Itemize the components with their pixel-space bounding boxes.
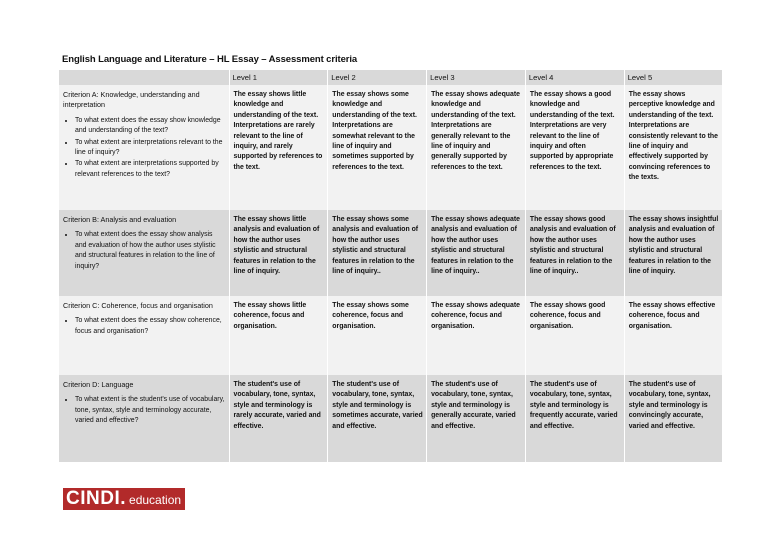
- criterion-a-level-1: The essay shows little knowledge and understanding of the text. Interpretations are rarely relevant to the line of inquiry, and rarely supported by references to the text.: [229, 85, 328, 210]
- criterion-c-questions: [63, 316, 226, 337]
- criterion-a-level-5: The essay shows perceptive knowledge and understanding of the text. Interpretations are consistently relevant to the line of inquiry and effectively supported by convincing references to the texts.: [624, 85, 723, 210]
- criterion-b-row: [59, 210, 723, 296]
- criterion-b-level-3: The essay shows adequate analysis and evaluation of how the author uses stylistic and structural features in relation to the line of inquiry..: [427, 210, 526, 296]
- criterion-question: • To what extent is the student's use of vocabulary, tone, syntax, style and terminology accurate, varied and effective?: [75, 395, 226, 426]
- criterion-a-cell: [59, 85, 229, 210]
- cindi-education-logo: [63, 488, 185, 510]
- header-level-1: Level 1: [229, 70, 328, 85]
- criterion-c-cell: [59, 296, 229, 375]
- criterion-b-cell: [59, 210, 229, 296]
- criterion-c-title: Criterion C: Coherence, focus and organisation: [63, 301, 213, 310]
- criterion-c-level-5: The essay shows effective coherence, focus and organisation.: [624, 296, 723, 375]
- logo-wordmark: CINDI.: [63, 488, 129, 510]
- criterion-question: • To what extent are interpretations supported by relevant references to the text?: [75, 159, 226, 180]
- criterion-d-level-5: The student's use of vocabulary, tone, syntax, style and terminology is convincingly accurate, varied and effective.: [624, 375, 723, 462]
- criterion-b-level-5: The essay shows insightful analysis and evaluation of how the author uses stylistic and structural features in relation to the line of inquiry.: [624, 210, 723, 296]
- criterion-d-level-1: The student's use of vocabulary, tone, syntax, style and terminology is rarely accurate, varied and effective.: [229, 375, 328, 462]
- assessment-criteria-table: [59, 70, 723, 462]
- header-row: [59, 70, 723, 85]
- criterion-a-level-4: The essay shows a good knowledge and understanding of the text. Interpretations are very relevant to the line of inquiry and often supported by appropriate references to the text.: [525, 85, 624, 210]
- criterion-a-level-2: The essay shows some knowledge and understanding of the text. Interpretations are somewhat relevant to the line of inquiry and sometimes supported by references to the text.: [328, 85, 427, 210]
- criterion-c-row: [59, 296, 723, 375]
- criterion-c-level-3: The essay shows adequate coherence, focus and organisation.: [427, 296, 526, 375]
- criterion-question: • To what extent does the essay show coherence, focus and organisation?: [75, 316, 226, 337]
- criterion-question: • To what extent does the essay show knowledge and understanding of the text?: [75, 116, 226, 137]
- criterion-b-level-2: The essay shows some analysis and evaluation of how the author uses stylistic and structural features in relation to the line of inquiry..: [328, 210, 427, 296]
- header-level-2: Level 2: [328, 70, 427, 85]
- logo-subtext: education: [129, 488, 185, 510]
- header-level-3: Level 3: [427, 70, 526, 85]
- criterion-b-level-1: The essay shows little analysis and evaluation of how the author uses stylistic and structural features in relation to the line of inquiry.: [229, 210, 328, 296]
- criterion-d-level-3: The student's use of vocabulary, tone, syntax, style and terminology is generally accurate, varied and effective.: [427, 375, 526, 462]
- criterion-a-title: Criterion A: Knowledge, understanding and interpretation: [63, 90, 200, 110]
- criterion-d-level-4: The student's use of vocabulary, tone, syntax, style and terminology is frequently accurate, varied and effective.: [525, 375, 624, 462]
- criterion-d-cell: [59, 375, 229, 462]
- criterion-question: • To what extent does the essay show analysis and evaluation of how the author uses stylistic and structural features in relation to the line of inquiry?: [75, 230, 226, 272]
- criterion-d-row: [59, 375, 723, 462]
- header-level-5: Level 5: [624, 70, 723, 85]
- criterion-question: • To what extent are interpretations relevant to the line of inquiry?: [75, 138, 226, 159]
- criterion-c-level-1: The essay shows little coherence, focus and organisation.: [229, 296, 328, 375]
- criterion-a-level-3: The essay shows adequate knowledge and understanding of the text. Interpretations are generally relevant to the line of inquiry and generally supported by references to the text.: [427, 85, 526, 210]
- header-empty-cell: [59, 70, 229, 85]
- criterion-b-level-4: The essay shows good analysis and evaluation of how the author uses stylistic and structural features in relation to the line of inquiry..: [525, 210, 624, 296]
- criterion-b-questions: [63, 230, 226, 272]
- criterion-c-level-2: The essay shows some coherence, focus and organisation.: [328, 296, 427, 375]
- header-level-4: Level 4: [525, 70, 624, 85]
- criterion-d-questions: [63, 395, 226, 426]
- page-title: English Language and Literature – HL Essay – Assessment criteria: [62, 54, 358, 65]
- criterion-a-row: [59, 85, 723, 210]
- criterion-a-questions: [63, 116, 226, 180]
- criterion-b-title: Criterion B: Analysis and evaluation: [63, 215, 177, 224]
- criterion-c-level-4: The essay shows good coherence, focus and organisation.: [525, 296, 624, 375]
- criterion-d-level-2: The student's use of vocabulary, tone, syntax, style and terminology is sometimes accurate, varied and effective.: [328, 375, 427, 462]
- criterion-d-title: Criterion D: Language: [63, 380, 134, 389]
